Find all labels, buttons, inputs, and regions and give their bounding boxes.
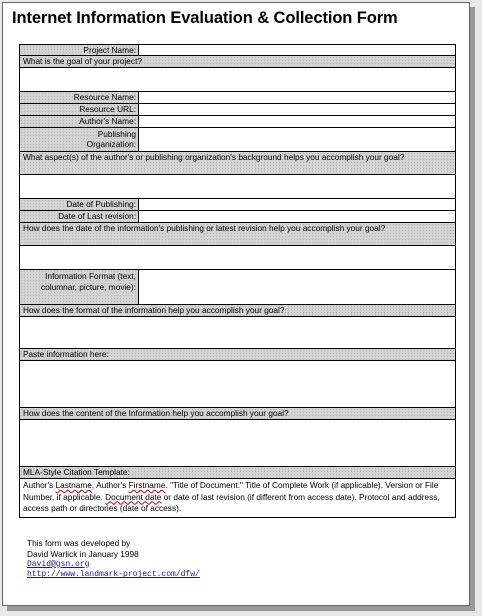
publishing-org-row [20,128,455,152]
resource-name-label: Resource Name: [20,92,139,103]
citation-document-date: Document date [105,491,162,502]
format-question: How does the format of the information help you accomplish your goal? [20,305,455,317]
background-question: What aspect(s) of the author's or publishing organization's background helps you accomplish your goal? [20,152,455,175]
date-question: How does the date of the information's publishing or latest revision help you accomplish your goal? [20,223,455,246]
footer-credit-line: This form was developed by [27,538,131,548]
goal-answer-field[interactable] [20,68,455,92]
website-link[interactable]: http://www.landmark-project.com/dfw/ [27,570,200,580]
citation-firstname: Firstname [128,480,166,490]
date-revision-field[interactable] [139,211,455,222]
date-publishing-row [20,199,455,211]
paste-question: Paste information here: [20,349,455,361]
publishing-org-field[interactable] [139,128,455,151]
citation-part: or date of last revision (if different from access date). Protocol and address, access path or directories (date of access). [23,491,440,513]
footer-author-line: David Warlick in January 1998 [27,548,139,559]
resource-url-label: Resource URL: [20,104,139,115]
info-format-field[interactable] [139,270,455,304]
resource-url-field[interactable] [139,104,455,115]
date-revision-label: Date of Last revision: [20,211,139,222]
evaluation-form [19,44,456,518]
date-publishing-field[interactable] [139,199,455,210]
format-answer-field[interactable] [20,317,455,349]
citation-lastname: Lastname [55,480,92,490]
resource-name-row [20,92,455,104]
authors-name-field[interactable] [139,116,455,127]
info-format-label: Information Format (text, columnar, picture, movie): [20,270,139,304]
resource-name-field[interactable] [139,92,455,103]
date-publishing-label: Date of Publishing: [20,199,139,210]
form-title: Internet Information Evaluation & Collection Form [12,9,398,27]
date-answer-field[interactable] [20,246,455,270]
background-answer-field[interactable] [20,175,455,199]
citation-part: , Author's [91,480,129,490]
citation-part: . "Title of Document." Title of Complete Work (if applicable). Version or File Number, if applicable. [23,480,439,502]
project-name-row [20,45,455,56]
publishing-org-label: Publishing Organization: [20,128,139,151]
resource-url-row [20,104,455,116]
info-format-row [20,270,455,305]
mla-template-heading: MLA-Style Citation Template: [20,467,455,479]
form-footer [27,538,200,581]
form-page [2,2,470,606]
content-question: How does the content of the Information help you accomplish your goal? [20,408,455,420]
project-name-field[interactable] [139,45,455,55]
paste-field[interactable] [20,361,455,408]
goal-question: What is the goal of your project? [20,56,455,68]
mla-citation-template [20,479,455,517]
citation-part: Author's [23,480,56,490]
date-revision-row [20,211,455,223]
authors-name-label: Author's Name: [20,116,139,127]
content-answer-field[interactable] [20,420,455,467]
project-name-label: Project Name: [20,45,139,55]
authors-name-row [20,116,455,128]
author-email-link[interactable]: David@gsn.org [27,559,90,569]
